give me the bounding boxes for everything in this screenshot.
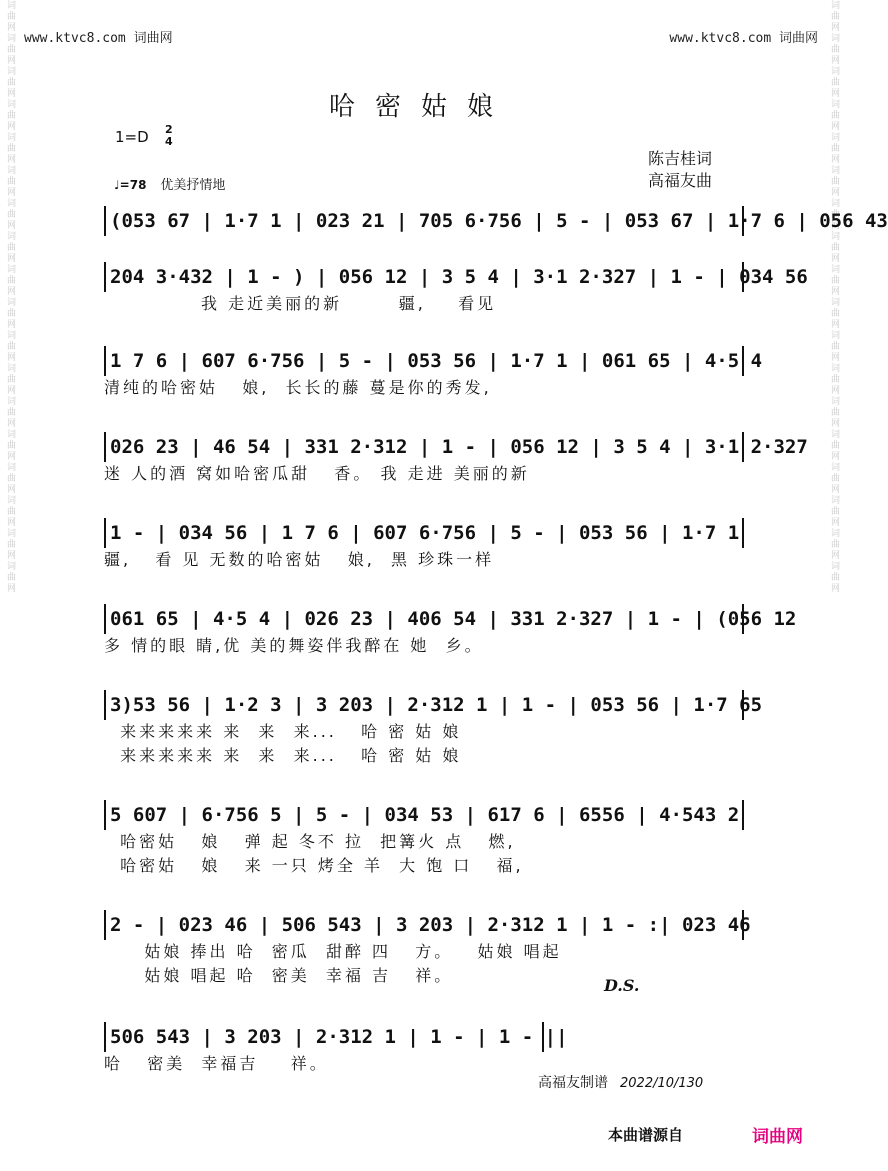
notation-line: 3)53 56 | 1·2 3 | 3 203 | 2·312 1 | 1 - | 053 56 | 1·7 65 <box>104 690 744 720</box>
tempo-marking <box>114 174 225 193</box>
score-row <box>104 1022 568 1076</box>
score-row <box>104 800 744 878</box>
lyric-line-2: 来来来来来 来 来 来... 哈 密 姑 娘 <box>104 746 462 765</box>
notation-line: 061 65 | 4·5 4 | 026 23 | 406 54 | 331 2·327 | 1 - | (056 12 <box>104 604 744 634</box>
lyric-line-1: 哈 密美 幸福吉 祥。 <box>104 1054 329 1073</box>
meter-bottom: 4 <box>165 135 173 148</box>
ds-mark: D.S. <box>604 976 640 995</box>
watermark-right: 词曲网词曲网词曲网词曲网词曲网词曲网词曲网词曲网词曲网词曲网词曲网词曲网词曲网词曲网词曲网词曲网词曲网词曲网 <box>829 0 839 594</box>
tempo-value: ♩=78 <box>114 178 147 192</box>
notation-line: 506 543 | 3 203 | 2·312 1 | 1 - | 1 - || <box>104 1022 544 1052</box>
footer-source: 本曲谱源自 <box>608 1126 684 1144</box>
lyric-line-1: 姑娘 捧出 哈 密瓜 甜醉 四 方。 姑娘 唱起 <box>104 942 562 961</box>
score-row <box>104 262 808 316</box>
score-row <box>104 604 797 658</box>
lyric-line-1: 我 走近美丽的新 疆, 看见 <box>104 294 497 313</box>
score-row <box>104 690 763 768</box>
lyric-line-1: 疆, 看 见 无数的哈密姑 娘, 黑 珍珠一样 <box>104 550 495 569</box>
score-row <box>104 910 751 988</box>
expression-text: 优美抒情地 <box>160 178 226 193</box>
footer-brand-logo[interactable]: 词曲网 <box>752 1127 803 1147</box>
notation-line: 1 - | 034 56 | 1 7 6 | 607 6·756 | 5 - | 053 56 | 1·7 1 <box>104 518 744 548</box>
maker-name: 高福友制谱 <box>538 1075 608 1091</box>
key-signature: 1=D <box>115 128 149 146</box>
time-signature <box>165 124 173 148</box>
credits <box>648 148 712 192</box>
notation-line: 026 23 | 46 54 | 331 2·312 | 1 - | 056 12 | 3 5 4 | 3·1 2·327 <box>104 432 744 462</box>
site-url-right[interactable]: www.ktvc8.com 词曲网 <box>669 31 818 46</box>
lyricist: 陈吉桂词 <box>648 149 713 168</box>
notation-line: 204 3·432 | 1 - ) | 056 12 | 3 5 4 | 3·1 2·327 | 1 - | 034 56 <box>104 262 744 292</box>
maker-date: 2022/10/130 <box>620 1076 704 1091</box>
lyric-line-1: 清纯的哈密姑 娘, 长长的藤 蔓是你的秀发, <box>104 378 492 397</box>
lyric-line-1: 迷 人的酒 窝如哈密瓜甜 香。 我 走进 美丽的新 <box>104 464 530 483</box>
site-url-left[interactable]: www.ktvc8.com 词曲网 <box>24 31 173 46</box>
notation-line: 1 7 6 | 607 6·756 | 5 - | 053 56 | 1·7 1 | 061 65 | 4·5 4 <box>104 346 744 376</box>
transcriber-credit <box>538 1072 703 1092</box>
score-row <box>104 206 888 236</box>
score-row <box>104 346 763 400</box>
composer: 高福友曲 <box>648 171 713 190</box>
lyric-line-1: 哈密姑 娘 弹 起 冬不 拉 把篝火 点 燃, <box>104 832 516 851</box>
lyric-line-1: 多 情的眼 睛,优 美的舞姿伴我醉在 她 乡。 <box>104 636 484 655</box>
notation-line: 5 607 | 6·756 5 | 5 - | 034 53 | 617 6 | 6556 | 4·543 2 <box>104 800 744 830</box>
notation-line: (053 67 | 1·7 1 | 023 21 | 705 6·756 | 5 - | 053 67 | 1·7 6 | 056 43 <box>104 206 744 236</box>
notation-line: 2 - | 023 46 | 506 543 | 3 203 | 2·312 1 | 1 - :| 023 46 <box>104 910 744 940</box>
lyric-line-2: 姑娘 唱起 哈 密美 幸福 吉 祥。 <box>104 966 454 985</box>
score-row <box>104 432 808 486</box>
meter-top: 2 <box>165 123 173 136</box>
page-title: 哈密姑娘 <box>328 92 513 122</box>
watermark-left: 词曲网词曲网词曲网词曲网词曲网词曲网词曲网词曲网词曲网词曲网词曲网词曲网词曲网词曲网词曲网词曲网词曲网词曲网 <box>5 0 15 594</box>
score-row <box>104 518 744 572</box>
lyric-line-1: 来来来来来 来 来 来... 哈 密 姑 娘 <box>104 722 462 741</box>
lyric-line-2: 哈密姑 娘 来 一只 烤全 羊 大 饱 口 福, <box>104 856 524 875</box>
